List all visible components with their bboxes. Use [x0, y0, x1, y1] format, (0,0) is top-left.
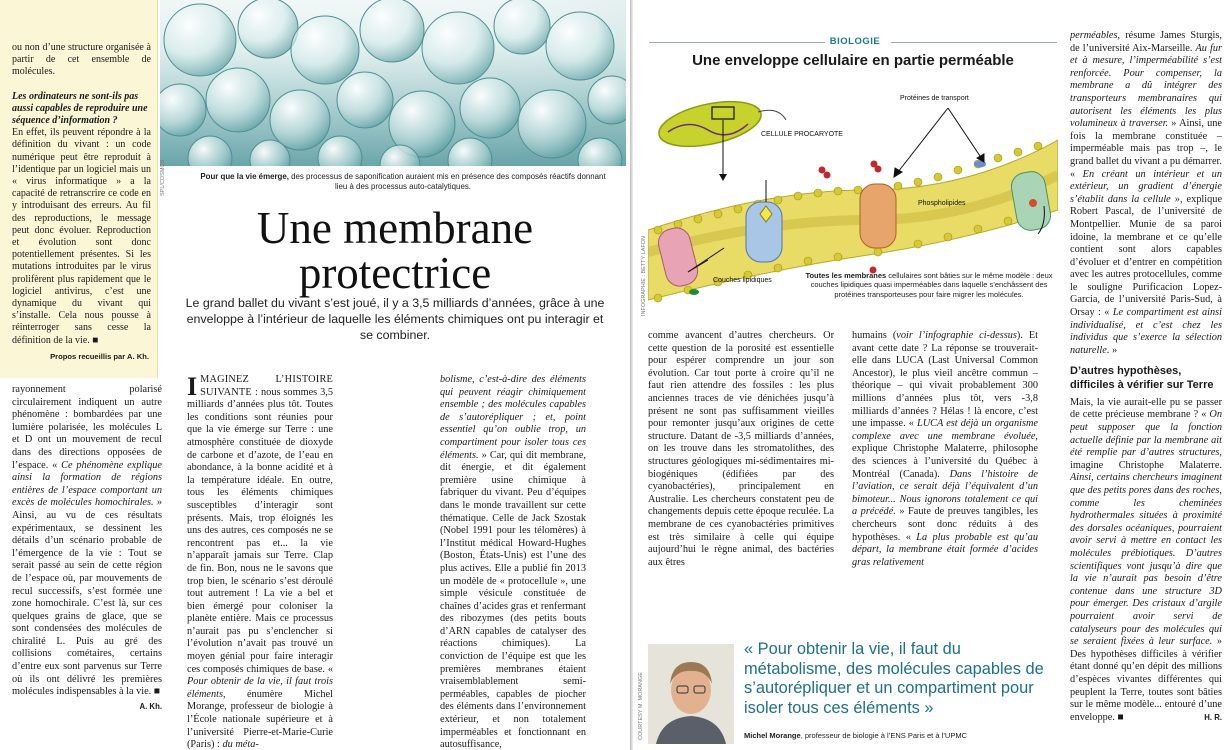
portrait-illustration: [648, 644, 734, 744]
article-column-4: [852, 330, 1038, 630]
article-column-1: [187, 374, 333, 750]
sidebar-answer: En effet, ils peuvent répondre à la définition du vivant : un code numérique peut être reproduit à l’identique par un logiciel mais un « virus informatique » a la capacité de retranscrire ce code en y introduisant des erreurs. Au fil des reproductions, le message peut donc évoluer. Reproduction et évolution sont donc potentiellement présentes. Si les mutations introduites par le virus prolifèrent plus rapidement que le logiciel antivirus, c’est une dynamique du vivant qui s’installe. Cela nous pousse à réinterroger sans cesse la définition de la vie. ■: [12, 127, 151, 346]
rule: [649, 42, 825, 43]
sidebar-credit: Propos recueillis par A. Kh.: [50, 351, 149, 361]
column-text: perméables, résume James Sturgis, de l’université Aix-Marseille. Au fur et à mesure, l’imperméabilité s’est renforcée. Pour compenser, la membrane a dû intégrer des transporteurs membranaires qui autorisent les éléments les plus volumineux à traverser. » Ainsi, une fois la membrane constituée – imperméable mais pas trop –, le grand ballet du vivant a pu démarrer. « En créant un intérieur et un extérieur, un gradient d’énergie s’établit dans la cellule », explique Robert Pascal, de l’université de Montpellier. Munie de sa paroi idoine, la membrane et ce qu’elle contient sont alors capables d’évoluer et d’entrer en compétition avec les autres protocellules, comme le souligne Purificacion Lopez-Garcia, de l’université Paris-Sud, à Orsay : « Le compartiment est ainsi individualisé, et c’est chez les individus que s’exerce la sélection naturelle. »: [1070, 30, 1222, 356]
article-column-5: [1070, 30, 1222, 750]
author-signature: A. Kh.: [139, 701, 162, 711]
label-lipid-layers: Couches lipidiques: [713, 277, 772, 284]
section-tag: BIOLOGIE: [829, 36, 881, 47]
drop-cap: I: [187, 374, 198, 401]
soap-bubble-photo: [160, 0, 626, 166]
portrait-photo: [648, 644, 734, 744]
article-column-left: [12, 384, 162, 750]
pull-quote-text: « Pour obtenir la vie, il faut du métabolisme, des molécules capables de s’autorépliquer et un compartiment pour isoler tous ces éléments »: [744, 640, 1044, 717]
infographic-title: Une enveloppe cellulaire en partie perméable: [692, 52, 1014, 69]
sidebar-paragraph: ou non d’une structure organisée à partir de cet ensemble de molécules.: [12, 42, 151, 78]
label-phospholipids: Phospholipides: [918, 200, 966, 207]
bubble-foam-illustration: [160, 0, 626, 166]
right-page: [633, 0, 1225, 750]
label-proteins: Protéines de transport: [900, 95, 969, 102]
photo-caption: Pour que la vie émerge, des processus de saponification auraient mis en présence des composés réactifs donnant lieu à des processus auto-catalytiques.: [200, 172, 606, 191]
photo-credit: SPL/COSMOS: [160, 159, 166, 196]
portrait-credit: COURTESY M. MORANGE: [638, 672, 644, 740]
article-subhead: D’autres hypothèses, difficiles à vérifier sur Terre: [1070, 365, 1214, 391]
interview-sidebar: [0, 0, 158, 378]
pull-quote: [638, 638, 1056, 750]
author-signature: H. R.: [1204, 712, 1222, 722]
infographic-credit: INFOGRAPHIE : BETTY LAFON: [641, 236, 647, 316]
bacterium-icon: [655, 94, 786, 155]
article-title: Une membrane protectrice: [256, 203, 534, 298]
column-text: bolisme, c’est-à-dire des éléments qui peuvent réagir chimiquement ensemble ; des molécules capables de s’autorépliquer ; et, point essentiel qu’on oublie trop, un compartiment pour isoler tous ces éléments. » Car, qui dit membrane, dit énergie, et dit également première usine chimique à fabriquer du vivant. Peu d’équipes dans le monde travaillent sur cette thématique. Celle de Jack Szostak (Nobel 1991 pour les télomères) à l’Institut médical Howard-Hughes (Boston, États-Unis) est l’une des plus actives. Elle a publié fin 2013 un modèle de « protocellule », une simple vésicule constituée de chaînes d’acides gras et renfermant des ribozymes (des petits bouts d’ARN capables de catalyser des réactions chimiques). La conviction de l’équipe est que les premières membranes étaient vraisemblablement semi-perméables, capables de piocher des éléments dans l’environnement extérieur, et non totalement imperméables et fonctionnant en autosuffisance,: [440, 374, 586, 750]
column-text: IMAGINEZ L’HISTOIRE SUIVANTE : nous sommes 3,5 milliards d’années plus tôt. Toutes les conditions sont réunies pour que la vie émerge sur Terre : une atmosphère constituée de dioxyde de carbone et d’azote, de l’eau en abondance, à la bonne acidité et à la température idéale. En outre, tous les éléments chimiques susceptibles d’interagir sont présents. Mais, trop éloignés les uns des autres, ces composés ne se rencontrent pas et... la vie n’apparaît jamais sur Terre. Clap de fin. Bon, nous ne le savons que trop bien, le scénario s’est déroulé tout autrement ! La vie a bel et bien émergé pour coloniser la planète entière. Mais ce processus n’aurait pas pu s’enclencher si l’évolution n’avait pas trouvé un moyen génial pour faire interagir ces composés chimiques de base. « Pour obtenir de la vie, il faut trois éléments, énumère Michel Morange, professeur de biologie à l’École nationale supérieure et à l’université Pierre-et-Marie-Curie (Paris) : du méta-: [187, 374, 333, 750]
article-column-3: [648, 330, 834, 630]
column-text: humains (voir l’infographie ci-dessus). Et avant cette date ? La réponse se trouverait-elle dans LUCA (Last Universal Common Ancestor), le plus vieil ancêtre commun – théorique – qui vivait probablement 300 millions d’années plus tôt, vers -3,8 milliards d’années ? Hélas ! là encore, c’est une impasse. « LUCA est déjà un organisme complexe avec une membrane évoluée, explique Christophe Malaterre, philosophe des sciences à l’université du Québec à Montréal (Canada). Dans l’histoire de l’aviation, ce serait déjà l’équivalent d’un bimoteur... Nous ignorons totalement ce qui a précédé. » Faute de preuves tangibles, les chercheurs sont donc réduits à des hypothèses. « La plus probable est qu’au départ, la membrane était formée d’acides gras relativement: [852, 330, 1038, 568]
pull-quote-attribution: Michel Morange, professeur de biologie à l’ENS Paris et à l’UPMC: [744, 731, 968, 740]
label-cell: CELLULE PROCARYOTE: [761, 131, 843, 138]
rule: [891, 42, 1057, 43]
article-column-2: [440, 374, 586, 750]
article-standfirst: Le grand ballet du vivant s’est joué, il y a 3,5 milliards d’années, grâce à une enveloppe à l’intérieur de laquelle les éléments chimiques ont pu interagir et se combiner.: [185, 296, 605, 342]
sidebar-question: Les ordinateurs ne sont-ils pas aussi capables de reproduire une séquence d’information ?: [12, 90, 148, 127]
column-text: comme avancent d’autres chercheurs. Or cette question de la porosité est essentielle pour espérer comprendre un jour son évolution. Car tout porte à croire qu’il ne faut rien attendre des fossiles : les plus anciennes traces de vie dénichées jusqu’à présent ne sont pas suffisamment vieilles pour remonter jusqu’aux origines de cette structure. Datant de -3,5 milliards d’années, on les trouve dans les stromatolithes, des structures géologiques mi-sédimentaires mi-biogéniques (édifiées par des cyanobactéries), principalement en Australie. Les chercheurs constatent peu de changements depuis cette époque reculée. La membrane de ces cyanobactéries primitives est très similaire à celle qui équipe aujourd’hui le règne animal, des bactéries aux êtres: [648, 330, 834, 568]
infographic-caption: Toutes les membranes cellulaires sont bâties sur le même modèle : deux couches lipidiques quasi imperméables dans laquelle s’enchâssent des protéines transporteuses pour faire migrer les molécules.: [805, 271, 1053, 299]
column-text: rayonnement polarisé circulairement indiquent un autre phénomène : bombardées par une lumière polarisée, les molécules L et D ont un mouvement de recul dans des directions opposées de l’espace. « Ce phénomène explique ainsi la formation de régions entières de l’espace comportant un excès de molécules homochirales. » Ainsi, au vu de ces résultats expérimentaux, se dessinent les détails d’un scénario probable de l’émergence de la vie : Tout se serait passé au sein de cette région de l’espace où, par mouvements de recul successifs, s’est formée une zone homochirale. C’est là, sur ces quelques grains de glace, que se sont condensées des molécules de chiralité L. Puis au gré des collisions cométaires, certains d’entre eux sont parvenus sur Terre où ils ont délivré les premières molécules indispensables à la vie. ■ A. Kh.: [12, 384, 162, 699]
column-text: Mais, la vie aurait-elle pu se passer de cette précieuse membrane ? « On peut supposer que la fonction actuelle définie par la membrane ait été remplie par d’autres structures, imagine Christophe Malaterre. Ainsi, certains chercheurs imaginent que des petits pores dans des roches, comme les cheminées hydrothermales situées à proximité des dorsales océaniques, pourraient avoir servi à mettre en contact les molécules prébiotiques. D’autres scientifiques vont jusqu’à dire que la vie n’aurait pas besoin d’être contenue dans une structure 3D pour émerger. Des cristaux d’argile pourraient avoir servi de catalyseurs pour des molécules qui se seraient fixées à leur surface. » Des hypothèses difficiles à vérifier étant donné qu’en dépit des millions d’espèces vivantes différentes qui peuplent la Terre, toutes sont bâties sur le même modèle... entouré d’une enveloppe. ■ H. R.: [1070, 396, 1222, 723]
